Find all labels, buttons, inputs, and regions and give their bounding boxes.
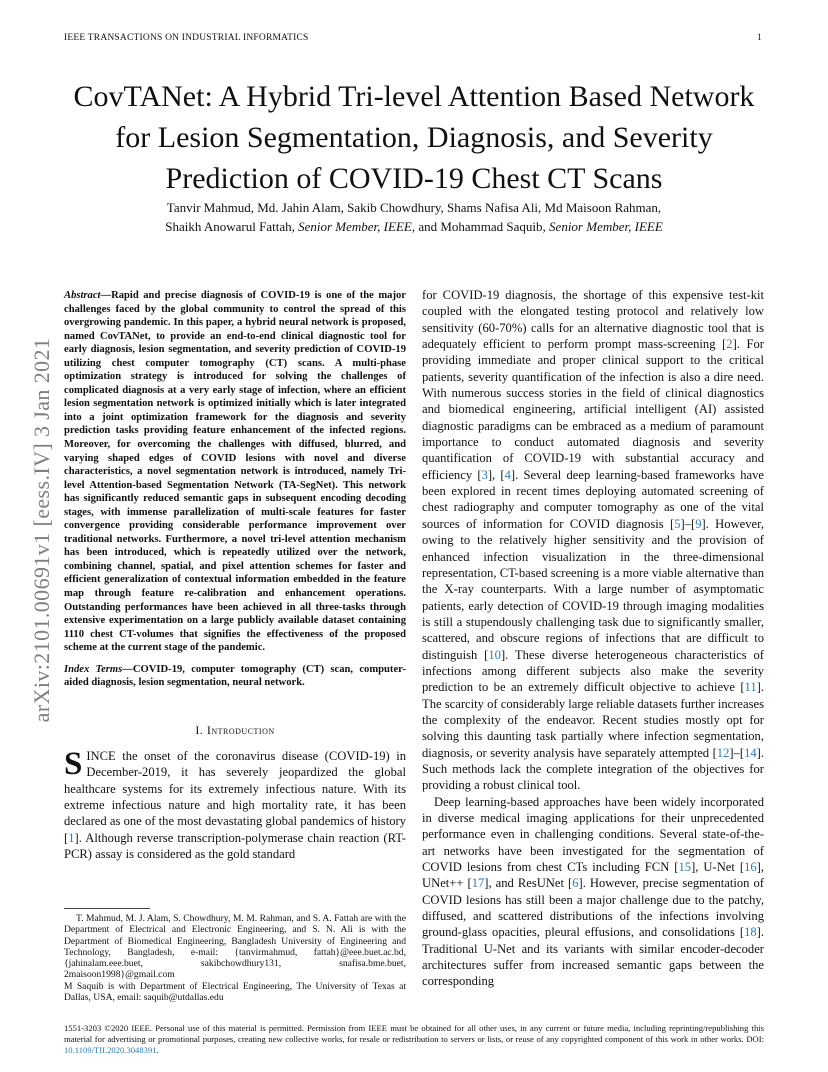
citation-link[interactable]: 18: [744, 925, 757, 940]
paragraph-text: ]. However, owing to the relatively higher sensitivity and the provision of enhanced infection visualization in the three-dimensional representation, CT-based screening is a more viable alternative than the X-ray counterparts. With a large number of asymptomatic patients, early detection of COVID-19 through imaging modalities is still a stupendously challenging task due to significantly smaller, scattered, and obscure regions of infections that are difficult to distinguish [: [422, 516, 764, 662]
citation-link[interactable]: 17: [471, 876, 485, 891]
abstract: Abstract—Rapid and precise diagnosis of COVID-19 is one of the major challenges faced by the global community to control the spread of this overgrowing pandemic. In this paper, a hybrid neural network is proposed, named CovTANet, to provide an end-to-end clinical diagnostic tool for early diagnosis, lesion segmentation, and severity prediction of COVID-19 utilizing chest computer tomography (CT) scans. A multi-phase optimization strategy is introduced for solving the challenges of complicated diagnosis at a very early stage of infection, where an efficient lesion segmentation network is optimized initially which is later integrated into a joint optimization framework for the diagnosis and severity prediction tasks providing feature enhancement of the infected regions. Moreover, for overcoming the challenges with diffused, blurred, and varying shaped edges of COVID lesions with novel and diverse characteristics, a novel segmentation network is introduced, namely Tri-level Attention-based Segmentation Network (TA-SegNet). This network has significantly reduced semantic gaps in subsequent encoding decoding stages, with immense parallelization of multi-scale features for faster convergence providing considerable performance improvement over traditional networks. Furthermore, a novel tri-level attention mechanism has been introduced, which is repeatedly utilized over the network, combining channel, spatial, and pixel attention schemes for faster and efficient generalization of contextual information embedded in the feature map through feature re-calibration and enhancement operations. Outstanding performances have been achieved in all three-tasks through extensive experimentation on a large publicly available dataset containing 1110 chest CT-volumes that signifies the effectiveness of the proposed scheme at the current stage of the pandemic.: [64, 290, 406, 654]
paragraph-text: ]. Traditional U-Net and its variants with similar encoder-decoder architectures suffer from increased semantic gaps between the corresponding: [422, 925, 764, 989]
footnote-rule: [64, 908, 150, 909]
footnote-affiliation-2: M Saquib is with Department of Electrical Engineering, The University of Texas at Dallas, USA, email: saquib@utdallas.edu: [64, 980, 406, 1004]
abstract-text: Rapid and precise diagnosis of COVID-19 is one of the major challenges faced by the global community to control the spread of this overgrowing pandemic. In this paper, a hybrid neural network is proposed, named CovTANet, to provide an end-to-end clinical diagnostic tool for early diagnosis, lesion segmentation, and severity prediction of COVID-19 utilizing chest computer tomography (CT) scans. A multi-phase optimization strategy is introduced for solving the challenges of complicated diagnosis at a very early stage of infection, where an efficient lesion segmentation network is optimized initially which is later integrated into a joint optimization framework for the diagnosis and severity prediction tasks providing feature enhancement of the infected regions. Moreover, for overcoming the challenges with diffused, blurred, and varying shaped edges of COVID lesions with novel and diverse characteristics, a novel segmentation network is introduced, namely Tri-level Attention-based Segmentation Network (TA-SegNet). This network has significantly reduced semantic gaps in subsequent encoding decoding stages, with immense parallelization of multi-scale features for faster convergence providing considerable performance improvement over traditional networks. Furthermore, a novel tri-level attention mechanism has been introduced, which is repeatedly utilized over the network, combining channel, spatial, and pixel attention schemes for faster and efficient generalization of contextual information embedded in the feature map through feature re-calibration and enhancement operations. Outstanding performances have been achieved in all three-tasks through extensive experimentation on a large publicly available dataset containing 1110 chest CT-volumes that signifies the effectiveness of the proposed scheme at the current stage of the pandemic.: [64, 290, 406, 654]
citation-link[interactable]: 10: [488, 647, 501, 662]
citation-link[interactable]: 12: [716, 745, 730, 760]
intro-paragraph-1-continued: [422, 287, 764, 794]
author-affiliation-footnote: [64, 913, 406, 1003]
right-column: [422, 287, 764, 990]
paragraph-text: ], UNet++ [: [422, 860, 764, 891]
paragraph-text: ]. The scarcity of considerably large reliable datasets further increases the complexity of the endeavor. Recent studies mostly opt for solving this daunting task partially where infection segmentation, diagnosis, or severity analysis have separately attempted [: [422, 680, 764, 760]
author-membership: Senior Member, IEEE,: [298, 219, 416, 234]
index-terms: Index Terms—COVID-19, computer tomography (CT) scan, computer-aided diagnosis, lesion segmentation, neural network.: [64, 663, 406, 689]
citation-link[interactable]: 6: [572, 876, 579, 891]
intro-paragraph-2: [422, 794, 764, 990]
citation-link[interactable]: 5: [674, 516, 681, 531]
citation-link[interactable]: 3: [481, 467, 488, 482]
author-line-2: [80, 217, 748, 236]
paragraph-text: ], [: [487, 467, 505, 482]
paragraph-text: ]. For providing immediate and proper clinical support to the critical patients, severity quantification of the infection is also a dire need. With numerous success stories in the field of clinical diagnostics and biomedical engineering, artificial intelligent (AI) assisted diagnostic paradigms can be embraced as a medium of paramount importance to conduct automated diagnosis and severity quantification of COVID-19 with substantial accuracy and efficiency [: [422, 337, 764, 482]
citation-link[interactable]: 2: [726, 337, 733, 352]
page-number: 1: [757, 33, 762, 43]
paper-title: CovTANet: A Hybrid Tri-level Attention Based Network for Lesion Segmentation, Diagnosis, and Severity Prediction of COVID-19 Chest CT Scans: [73, 80, 755, 195]
paragraph-text: ]–[: [680, 516, 696, 531]
paragraph-text: ]. Such methods lack the complete integration of the objectives for providing a robust clinical tool.: [422, 745, 764, 793]
copyright-text: .: [156, 1044, 159, 1055]
citation-link[interactable]: 4: [504, 467, 511, 482]
index-terms-label: Index Terms: [64, 663, 123, 675]
opening-word: INCE: [86, 748, 116, 763]
section-number: I.: [195, 722, 207, 737]
intro-paragraph-1: [64, 745, 406, 862]
citation-link[interactable]: 9: [695, 516, 702, 531]
author-line-1: Tanvir Mahmud, Md. Jahin Alam, Sakib Chowdhury, Shams Nafisa Ali, Md Maisoon Rahman,: [166, 200, 662, 215]
citation-link[interactable]: 11: [744, 680, 757, 695]
section-title: Introduction: [206, 722, 275, 737]
arxiv-identifier-stamp[interactable]: arXiv:2101.00691v1 [eess.IV] 3 Jan 2021: [29, 337, 54, 723]
paragraph-text: Deep learning-based approaches have been widely incorporated in diverse medical imaging applications for their unprecedented performance even in challenging conditions. Several state-of-the-art networks have been investigated for the segmentation of COVID lesions from chest CTs including FCN [: [422, 794, 764, 875]
citation-link[interactable]: 15: [678, 860, 692, 875]
citation-link[interactable]: 14: [744, 745, 757, 760]
footnote-affiliation-1: T. Mahmud, M. J. Alam, S. Chowdhury, M. M. Rahman, and S. A. Fattah are with the Department of Electrical and Electronic Engineering, and S. N. Ali is with the Department of Biomedical Engineering, Bangladesh University of Engineering and Technology, Bangladesh, e-mail: {tanvirmahmud, fattah}@eee.buet.ac.bd, {jahinalam.eee.buet, sakibchowdhury131, snafisa.bme.buet, 2maisoon1998}@gmail.com: [64, 913, 406, 981]
left-column: [64, 289, 406, 862]
citation-link[interactable]: 16: [744, 860, 757, 875]
dropcap-letter: S: [64, 745, 83, 782]
author-membership: Senior Member, IEEE: [549, 219, 663, 234]
paragraph-text: ]–[: [729, 745, 745, 760]
running-head: IEEE TRANSACTIONS ON INDUSTRIAL INFORMATICS: [64, 33, 309, 43]
paragraph-text: ], U-Net [: [691, 860, 745, 875]
paragraph-text: ]. These diverse heterogeneous characteristics of infections among different subjects also make the severity prediction to be an extremely difficult objective to achieve [: [422, 647, 765, 695]
copyright-text: 1551-3203 ©2020 IEEE. Personal use of this material is permitted. Permission from IEEE must be obtained for all other uses, in any current or future media, including reprinting/republishing this material for advertising or promotional purposes, creating new collective works, for resale or redistribution to servers or lists, or reuse of any copyrighted component of this work in other works. DOI:: [64, 1023, 764, 1044]
paragraph-text: ]. However, precise segmentation of COVID lesions has still been a major challenge due to the patchy, diffused, and scattered distributions of the infections involving ground-glass opacities, pleural effusions, and consolidations [: [422, 876, 764, 940]
abstract-label: Abstract: [64, 290, 101, 301]
paragraph-text: the onset of the coronavirus disease (COVID-19) in December-2019, it has severely jeopardized the global healthcare systems for its extremely infectious nature. With its extreme infectious nature and high mortality rate, it has been declared as one of the most devastating global pandemics of history [: [64, 748, 406, 845]
author-name: Shaikh Anowarul Fattah,: [165, 219, 299, 234]
index-terms-text: COVID-19, computer tomography (CT) scan, computer-aided diagnosis, lesion segmentation, neural network.: [64, 663, 406, 689]
author-name: and Mohammad Saquib,: [415, 219, 550, 234]
copyright-notice: [64, 1023, 764, 1055]
paragraph-text: ], and ResUNet [: [484, 876, 573, 891]
author-list: [80, 198, 748, 236]
doi-link[interactable]: 10.1109/TII.2020.3048391: [64, 1044, 157, 1055]
paragraph-text: ]. Several deep learning-based frameworks have been explored in recent times deploying automated screening of chest radiography and computer tomography as one of the vital sources of information for COVID diagnosis [: [422, 467, 765, 531]
section-heading: [64, 723, 406, 738]
citation-link[interactable]: 1: [68, 830, 75, 845]
paragraph-text: for COVID-19 diagnosis, the shortage of this expensive test-kit coupled with the elongated testing protocol and relatively low sensitivity (60-70%) calls for an alternative diagnostic tool that is adequately efficient to perform prompt mass-screening [: [422, 288, 764, 352]
paragraph-text: ]. Although reverse transcription-polymerase chain reaction (RT-PCR) assay is considered as the gold standard: [64, 830, 406, 861]
